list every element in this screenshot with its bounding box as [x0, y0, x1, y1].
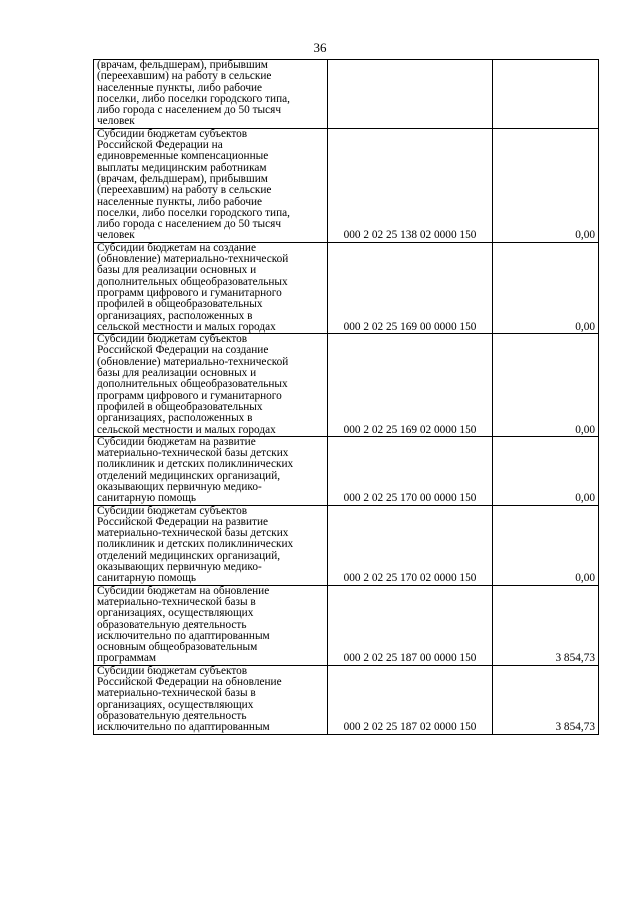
table-row — [94, 128, 599, 242]
row-name-cell — [94, 505, 328, 585]
row-amount-cell: 0,00 — [493, 505, 599, 585]
table-row — [94, 505, 599, 585]
row-name-text: Субсидии бюджетам субъектов Российской Федерации на обновление материально-технической базы в организациях, осуществляющих образовательную деятельность исключительно по адаптированным — [97, 664, 282, 734]
row-amount-cell: 0,00 — [493, 128, 599, 242]
row-code-cell: 000 2 02 25 170 00 0000 150 — [328, 436, 493, 505]
table-row — [94, 665, 599, 734]
page-number: 36 — [313, 40, 327, 55]
row-name-text: Субсидии бюджетам на создание (обновление) материально-технической базы для реализации основных и дополнительных общеобразовательных программ цифрового и гуманитарного профилей в общеобразовательных организациях, расположенных в сельской местности и малых городах — [97, 241, 289, 333]
row-name-text: (врачам, фельдшерам), прибывшим (переехавшим) на работу в сельские населенные пункты, либо рабочие поселки, либо поселки городского типа, либо города с населением до 50 тысяч человек — [97, 59, 290, 128]
row-code-cell: 000 2 02 25 169 02 0000 150 — [328, 334, 493, 437]
row-amount-cell — [493, 60, 599, 129]
row-name-cell — [94, 60, 328, 129]
table-row — [94, 242, 599, 333]
row-amount-cell: 0,00 — [493, 334, 599, 437]
row-name-text: Субсидии бюджетам на обновление материально-технической базы в организациях, осуществляющих образовательную деятельность исключительно по адаптированным основным общеобразовательным программам — [97, 584, 270, 665]
row-name-text: Субсидии бюджетам субъектов Российской Федерации на единовременные компенсационные выплаты медицинским работникам (врачам, фельдшерам), прибывшим (переехавшим) на работу в сельские населенные пункты, либо рабочие поселки, либо поселки городского типа, либо города с населением до 50 тысяч человек — [97, 127, 290, 242]
row-amount-cell: 3 854,73 — [493, 585, 599, 665]
row-code-cell: 000 2 02 25 187 00 0000 150 — [328, 585, 493, 665]
row-name-text: Субсидии бюджетам субъектов Российской Федерации на развитие материально-технической базы детских поликлиник и детских поликлинических отделений медицинских организаций, оказывающих первичную медико- санитарную помощь — [97, 504, 294, 585]
row-name-text: Субсидии бюджетам на развитие материально-технической базы детских поликлиник и детских поликлинических отделений медицинских организаций, оказывающих первичную медико- санитарную помощь — [97, 435, 294, 505]
table-row — [94, 334, 599, 437]
row-amount-cell: 0,00 — [493, 242, 599, 333]
row-name-cell — [94, 128, 328, 242]
row-name-text: Субсидии бюджетам субъектов Российской Федерации на создание (обновление) материально-технической базы для реализации основных и дополнительных общеобразовательных программ цифрового и гуманитарного профилей в общеобразовательных организациях, расположенных в сельской местности и малых городах — [97, 333, 289, 436]
row-name-cell — [94, 585, 328, 665]
row-code-cell — [328, 60, 493, 129]
table-row — [94, 436, 599, 505]
row-amount-cell: 3 854,73 — [493, 665, 599, 734]
row-code-cell: 000 2 02 25 170 02 0000 150 — [328, 505, 493, 585]
row-code-cell: 000 2 02 25 138 02 0000 150 — [328, 128, 493, 242]
row-code-cell: 000 2 02 25 187 02 0000 150 — [328, 665, 493, 734]
row-name-cell — [94, 334, 328, 437]
table-row — [94, 60, 599, 129]
budget-table — [93, 59, 599, 735]
table-row — [94, 585, 599, 665]
row-name-cell — [94, 665, 328, 734]
row-name-cell — [94, 436, 328, 505]
row-amount-cell: 0,00 — [493, 436, 599, 505]
row-name-cell — [94, 242, 328, 333]
row-code-cell: 000 2 02 25 169 00 0000 150 — [328, 242, 493, 333]
